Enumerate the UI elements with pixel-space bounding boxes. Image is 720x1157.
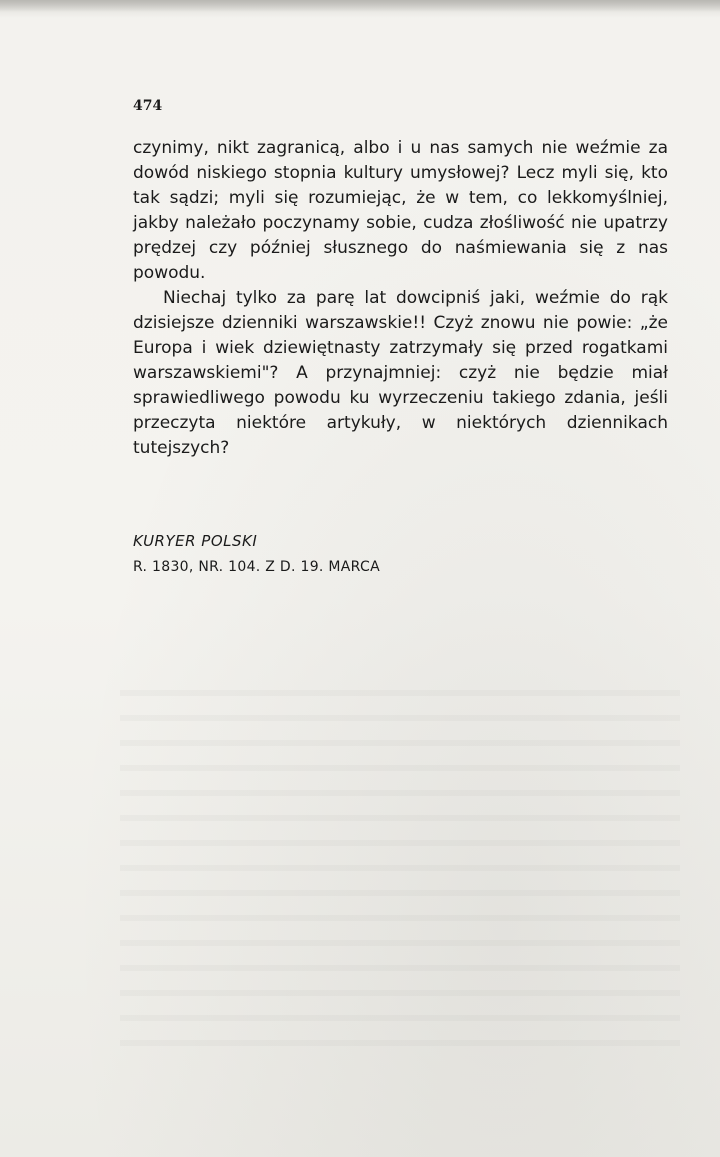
show-through-texture (120, 690, 680, 1050)
source-meta: R. 1830, NR. 104. Z D. 19. MARCA (133, 559, 380, 575)
source-citation (133, 530, 380, 578)
page-top-shadow (0, 0, 720, 12)
source-title: KURYER POLSKI (133, 532, 258, 550)
paragraph-1: czynimy, nikt zagranicą, albo i u nas samych nie weźmie za dowód niskiego stopnia kultury umysłowej? Lecz myli się, kto tak sądzi; myli się rozumiejąc, że w tem, co lekkomyślniej, jakby należało poczynamy sobie, cudza złośliwość nie upatrzy prędzej czy później słusznego do naśmiewania się z nas powodu. (133, 138, 668, 283)
page-number: 474 (133, 98, 163, 114)
paragraph-2: Niechaj tylko za parę lat dowcipniś jaki, weźmie do rąk dzisiejsze dzienniki warszawskie!! Czyż znowu nie powie: „że Europa i wiek dziewiętnasty zatrzymały się przed rogatkami warszawskiemi"? A przynajmniej: czyż nie będzie miał sprawiedliwego powodu ku wyrzeczeniu takiego zdania, jeśli przeczyta niektóre artykuły, w niektórych dziennikach tutejszych? (133, 288, 668, 458)
article-body (133, 136, 668, 461)
